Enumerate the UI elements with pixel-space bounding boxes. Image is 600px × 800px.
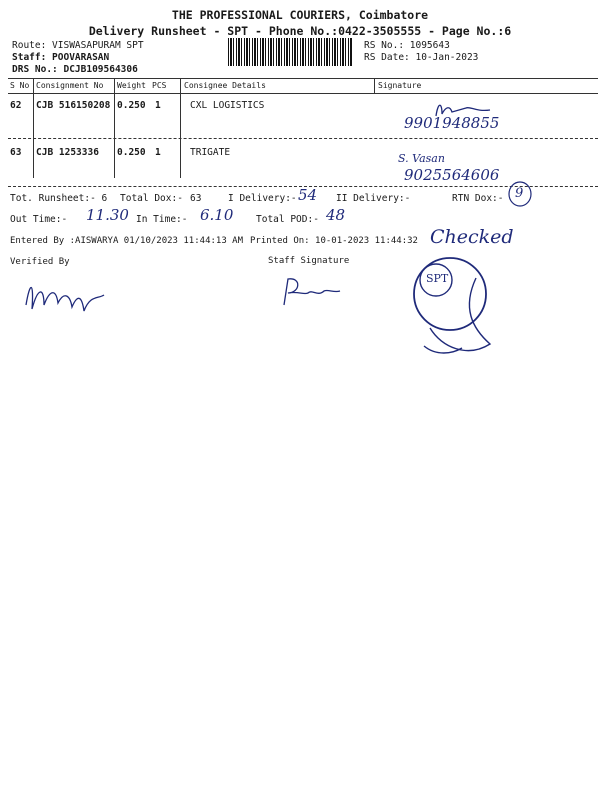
row-divider: [8, 138, 598, 139]
total-pod-value: 48: [326, 206, 346, 224]
checked-signature: Checked: [430, 226, 514, 248]
table-row-consignment: CJB 516150208: [36, 100, 111, 111]
table-row-pcs: 1: [155, 147, 161, 158]
table-row-weight: 0.250: [117, 147, 146, 158]
table-header-line: [8, 93, 598, 94]
table-row-pcs: 1: [155, 100, 161, 111]
staff-signature-label: Staff Signature: [268, 256, 350, 266]
col-consignment: Consignment No: [36, 81, 104, 90]
total-pod-label: Total POD:-: [256, 214, 319, 225]
table-row-consignee: TRIGATE: [190, 147, 231, 158]
col-consignee: Consignee Details: [184, 81, 266, 90]
total-dox-label: Total Dox:-: [120, 193, 183, 204]
total-dox-value: 63: [190, 193, 202, 204]
in-time-value: 6.10: [200, 206, 234, 224]
entered-by: Entered By :AISWARYA 01/10/2023 11:44:13 AM: [10, 236, 243, 246]
col-signature: Signature: [378, 81, 422, 90]
out-time-value: 11.30: [86, 206, 129, 224]
i-delivery-value: 54: [298, 186, 318, 204]
rs-date: RS Date: 10-Jan-2023: [364, 52, 479, 63]
route: Route: VISWASAPURAM SPT: [12, 40, 144, 51]
barcode: [228, 38, 352, 66]
rtn-dox-value: 9: [515, 186, 524, 201]
i-delivery-label: I Delivery:-: [228, 193, 297, 204]
receiver-phone: 9025564606: [404, 166, 500, 184]
rs-number: RS No.: 1095643: [364, 40, 450, 51]
table-row-sno: 63: [10, 147, 22, 158]
rtn-dox-label: RTN Dox:-: [452, 193, 504, 204]
out-time-label: Out Time:-: [10, 214, 68, 225]
table-row-weight: 0.250: [117, 100, 146, 111]
col-sno: S No: [10, 81, 30, 90]
receiver-name: S. Vasan: [398, 152, 445, 165]
table-top-line: [8, 78, 598, 79]
table-row-consignee: CXL LOGISTICS: [190, 100, 265, 111]
in-time-label: In Time:-: [136, 214, 188, 225]
col-weight: Weight: [117, 81, 146, 90]
stamp-seal: [402, 248, 512, 364]
runsheet-title: Delivery Runsheet - SPT - Phone No.:0422-3505555 - Page No.:6: [88, 24, 512, 38]
table-row-sno: 62: [10, 100, 22, 111]
receiver-phone: 9901948855: [404, 114, 500, 132]
tot-runsheet: Tot. Runsheet:- 6: [10, 193, 108, 204]
company-title: THE PROFESSIONAL COURIERS, Coimbatore: [171, 8, 429, 22]
drs-number: DRS No.: DCJB109564306: [12, 64, 138, 75]
printed-on: Printed On: 10-01-2023 11:44:32: [250, 236, 418, 246]
staff: Staff: POOVARASAN: [12, 52, 110, 63]
staff-signature: [278, 275, 348, 311]
verifier-signature: [18, 275, 128, 325]
stamp-label: SPT: [426, 272, 449, 285]
col-pcs: PCS: [152, 81, 167, 90]
table-row-consignment: CJB 1253336: [36, 147, 99, 158]
verified-by-label: Verified By: [10, 257, 70, 267]
ii-delivery-label: II Delivery:-: [336, 193, 411, 204]
